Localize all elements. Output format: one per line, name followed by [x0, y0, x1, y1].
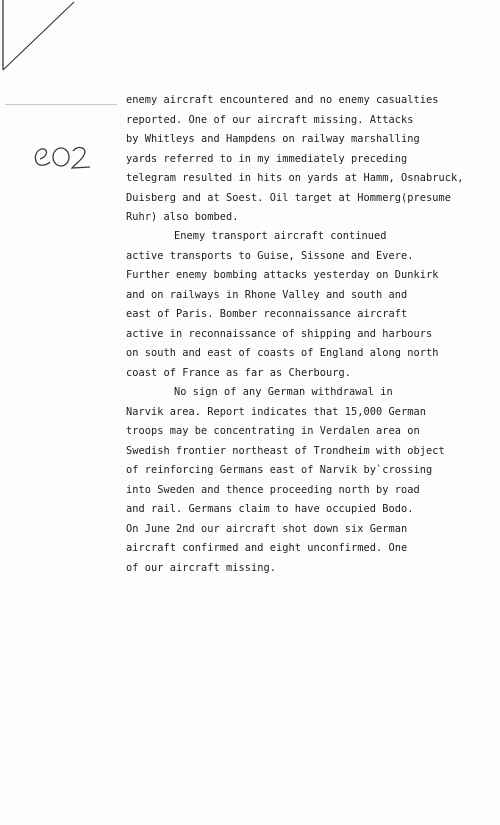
text-line: Enemy transport aircraft continued [174, 230, 387, 242]
text-line: and rail. Germans claim to have occupied Bodo. [126, 503, 414, 515]
text-line: and on railways in Rhone Valley and south and [126, 288, 408, 301]
text-line: east of Paris. Bomber reconnaissance aircraft [126, 308, 408, 320]
text-line: Ruhr) also bombed. [126, 211, 239, 223]
paragraph-2 [126, 227, 438, 383]
text-line: Duisberg and at Soest. Oil target at Hommerg(presume [126, 191, 451, 204]
text-line: into Sweden and thence proceeding north by road [126, 483, 420, 496]
text-line: reported. One of our aircraft missing. Attacks [126, 113, 414, 126]
handwritten-margin-note [30, 137, 94, 173]
paragraph-3 [126, 383, 445, 578]
text-line: of our aircraft missing. [126, 561, 276, 574]
text-line: Further enemy bombing attacks yesterday on Dunkirk [126, 269, 439, 281]
text-line: active transports to Guise, Sissone and Evere. [126, 249, 414, 262]
text-line: coast of France as far as Cherbourg. [126, 366, 351, 379]
text-line: active in reconnaissance of shipping and harbours [126, 327, 433, 340]
text-line: telegram resulted in hits on yards at Hamm, Osnabruck, [126, 172, 464, 184]
text-line: by Whitleys and Hampdens on railway marshalling [126, 133, 420, 145]
text-line: Swedish frontier northeast of Trondheim with object [126, 444, 445, 457]
text-line: No sign of any German withdrawal in [174, 386, 393, 398]
text-line: On June 2nd our aircraft shot down six German [126, 522, 408, 535]
corner-pen-stroke [0, 0, 80, 80]
text-line: aircraft confirmed and eight unconfirmed. One [126, 542, 408, 554]
text-line: of reinforcing Germans east of Narvik by`crossing [126, 464, 433, 476]
text-line: enemy aircraft encountered and no enemy casualties [126, 94, 439, 106]
text-line: yards referred to in my immediately preceding [126, 152, 408, 165]
text-line: Narvik area. Report indicates that 15,000 German [126, 405, 426, 418]
paragraph-1 [126, 91, 463, 228]
margin-rule [5, 104, 117, 105]
text-line: troops may be concentrating in Verdalen area on [126, 425, 420, 437]
text-line: on south and east of coasts of England along north [126, 347, 439, 359]
